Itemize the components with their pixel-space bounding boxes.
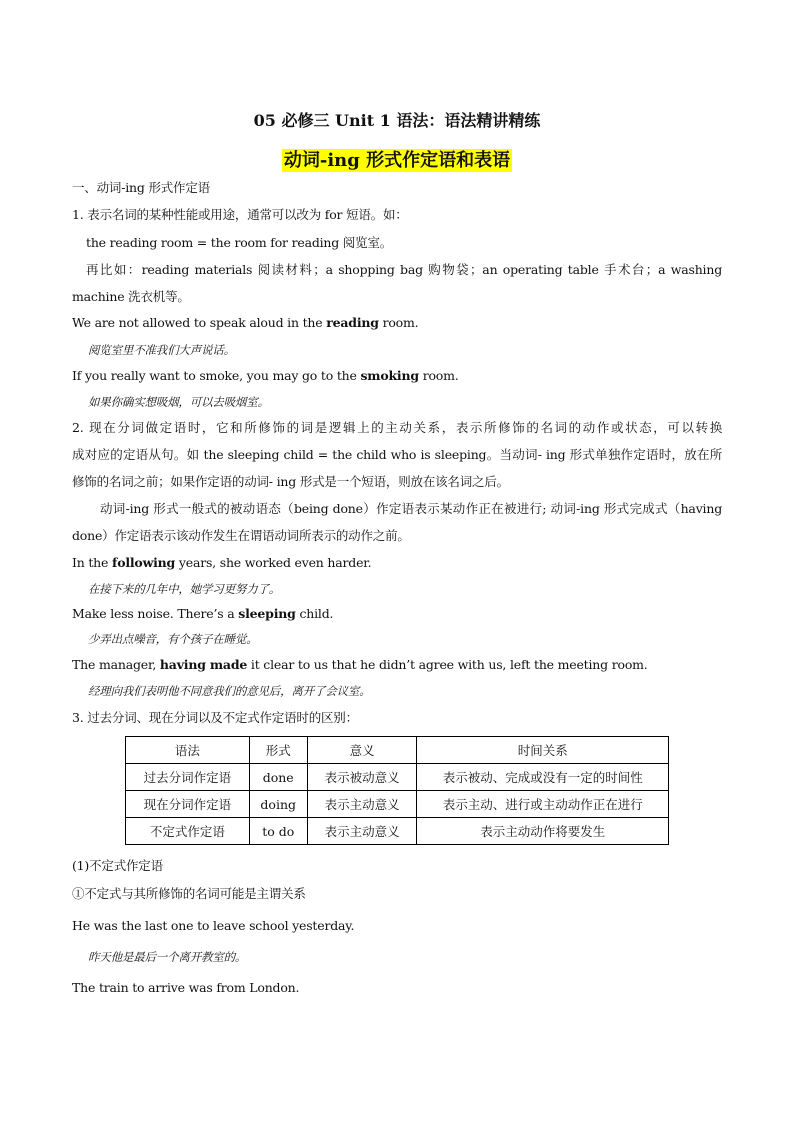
example-translation-5: 经理向我们表明他不同意我们的意见后，离开了会议室。: [88, 684, 371, 698]
example-translation-3: 在接下来的几年中，她学习更努力了。: [88, 582, 281, 596]
example-sentence-7: The train to arrive was from London.: [72, 980, 300, 995]
paragraph-1-example: the reading room = the room for reading 阅览室。: [86, 235, 393, 250]
table-cell: to do: [249, 818, 307, 845]
paragraph-1-more-a: 再比如：reading materials 阅读材料；a shopping bag 购物袋；an operating table 手术台；a washing: [86, 262, 722, 277]
example-translation-1: 阅览室里不准我们大声说话。: [88, 343, 235, 357]
example-translation-2: 如果你确实想吸烟，可以去吸烟室。: [88, 395, 269, 409]
example-translation-6: 昨天他是最后一个离开教室的。: [88, 950, 247, 964]
page-subtitle: 动词-ing 形式作定语和表语: [283, 150, 511, 171]
table-header-cell: 时间关系: [417, 737, 669, 764]
example-translation-4: 少弄出点噪音，有个孩子在睡觉。: [88, 632, 258, 646]
table-cell: 过去分词作定语: [126, 764, 250, 791]
list-item-1: ①不定式与其所修饰的名词可能是主谓关系: [72, 886, 306, 901]
paragraph-2-c: 修饰的名词之前；如果作定语的动词- ing 形式是一个短语，则放在该名词之后。: [72, 474, 509, 489]
subtitle-wrap: [0, 146, 794, 172]
table-row: [126, 791, 669, 818]
paragraph-2-b: 成对应的定语从句。如 the sleeping child = the child who is sleeping。当动词- ing 形式单独作定语时，放在所: [72, 447, 722, 462]
table-cell: 表示主动、进行或主动动作正在进行: [417, 791, 669, 818]
paragraph-2-a: 2. 现在分词做定语时，它和所修饰的词是逻辑上的主动关系，表示所修饰的名词的动作或状态，可以转换: [72, 420, 722, 435]
table-cell: 现在分词作定语: [126, 791, 250, 818]
table-header-cell: 形式: [249, 737, 307, 764]
section-heading-1: 一、动词-ing 形式作定语: [72, 180, 210, 195]
table-cell: 表示被动意义: [307, 764, 417, 791]
table-header-cell: 意义: [307, 737, 417, 764]
example-sentence-6: He was the last one to leave school yesterday.: [72, 918, 355, 933]
table-cell: 表示主动意义: [307, 791, 417, 818]
example-sentence-3: In the following years, she worked even harder.: [72, 555, 372, 570]
example-sentence-5: The manager, having made it clear to us that he didn’t agree with us, left the meeting room.: [72, 657, 648, 672]
table-header-row: [126, 737, 669, 764]
table-cell: 不定式作定语: [126, 818, 250, 845]
table-cell: 表示主动动作将要发生: [417, 818, 669, 845]
table-header-cell: 语法: [126, 737, 250, 764]
paragraph-4: 3. 过去分词、现在分词以及不定式作定语时的区别：: [72, 710, 358, 725]
table-row: [126, 818, 669, 845]
table-cell: doing: [249, 791, 307, 818]
example-sentence-2: If you really want to smoke, you may go to the smoking room.: [72, 368, 459, 383]
example-sentence-4: Make less noise. There’s a sleeping child.: [72, 606, 334, 621]
paragraph-3-a: 动词-ing 形式一般式的被动语态（being done）作定语表示某动作正在被进行; 动词-ing 形式完成式（having: [100, 501, 722, 516]
example-sentence-1: We are not allowed to speak aloud in the reading room.: [72, 315, 419, 330]
section-heading-2: (1)不定式作定语: [72, 858, 163, 873]
comparison-table: [125, 736, 669, 845]
table-row: [126, 764, 669, 791]
paragraph-3-b: done）作定语表示该动作发生在谓语动词所表示的动作之前。: [72, 528, 410, 543]
table-cell: 表示主动意义: [307, 818, 417, 845]
paragraph-1-more-b: machine 洗衣机等。: [72, 289, 190, 304]
table-cell: done: [249, 764, 307, 791]
paragraph-1: 1. 表示名词的某种性能或用途，通常可以改为 for 短语。如：: [72, 207, 408, 222]
page-title: 05 必修三 Unit 1 语法：语法精讲精练: [253, 111, 541, 130]
table-cell: 表示被动、完成或没有一定的时间性: [417, 764, 669, 791]
